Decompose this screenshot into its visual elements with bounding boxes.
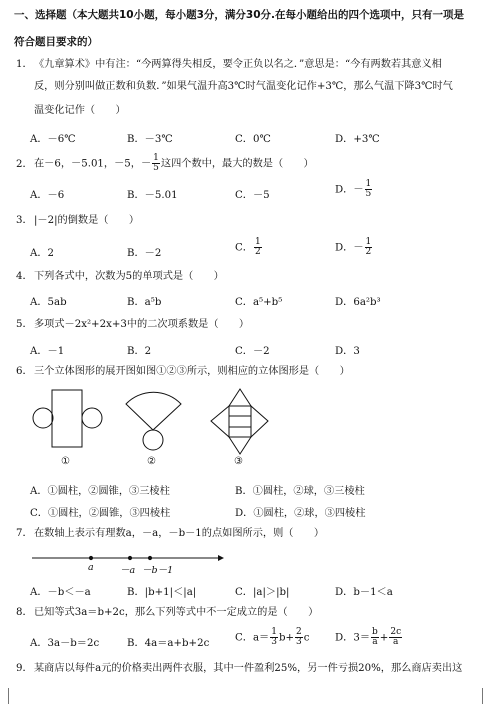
figure-labels <box>0 456 491 470</box>
option-a: A．－b＜－a <box>30 587 91 598</box>
option-d: D．①圆柱，②球，③四棱柱 <box>235 508 366 519</box>
question-4-options <box>30 293 481 309</box>
question-3-options <box>30 237 481 260</box>
question-1-options <box>30 130 481 146</box>
prism-net <box>211 389 268 454</box>
number-line-labels <box>0 562 491 576</box>
question-text: 《九章算术》中有注：“今两算得失相反，要令正负以名之．”意思是：“今有两数若其意义相 <box>34 59 442 70</box>
option-c: C．a⁵+b⁵ <box>235 297 283 308</box>
question-number: 8． <box>16 607 33 618</box>
question-5-options <box>30 342 481 358</box>
option-d: D．－ $\frac{1}{5}$ <box>335 179 372 199</box>
option-a: A．3a－b＝2c <box>30 638 100 649</box>
option-c: C．a＝ $\frac{1}{3}$ b+ $\frac{2}{3}$ c <box>235 627 310 647</box>
question-text: 在数轴上表示有理数a，－a，－b－1的点如图所示，则（ ） <box>34 528 325 539</box>
question-1-line-3: 温变化记作（ ） <box>34 105 126 116</box>
question-text: 多项式－2x²+2x+3中的二次项系数是（ ） <box>34 319 250 330</box>
figure-label-2: ② <box>147 456 156 467</box>
option-d: D．6a²b³ <box>335 297 381 308</box>
question-number: 3． <box>16 215 33 226</box>
option-c: C．－5 <box>235 190 270 201</box>
figure-label-3: ③ <box>234 456 243 467</box>
question-text: |－2|的倒数是（ ） <box>34 215 140 226</box>
question-7-stem <box>16 527 477 541</box>
option-b: B．2 <box>127 346 152 357</box>
option-b: B．①圆柱，②球，③三棱柱 <box>235 486 365 497</box>
option-c: C． $\frac{1}{2}$ <box>235 237 261 257</box>
option-a: A．5ab <box>30 297 67 308</box>
question-1-line-2: 反，则分别叫做正数和负数．”如果气温升高3℃时气温变化记作+3℃，那么气温下降3℃时气 <box>34 81 453 92</box>
question-8-stem <box>16 606 477 620</box>
question-number: 5． <box>16 319 33 330</box>
option-b: B．4a＝a+b+2c <box>127 638 210 649</box>
option-b: B．－2 <box>127 248 162 259</box>
axis-label-neg-a: －a <box>120 565 136 576</box>
question-6-options-row-1 <box>30 482 481 498</box>
question-text: 某商店以每件a元的价格卖出两件衣服，其中一件盈利25%，另一件亏损20%，那么商店卖出这 <box>34 663 463 674</box>
question-number: 9． <box>16 663 33 674</box>
fraction: $\frac{1}{5}$ <box>153 153 159 173</box>
option-a: A．－6 <box>30 190 65 201</box>
option-c: C．－2 <box>235 346 270 357</box>
question-2-stem <box>16 154 477 173</box>
question-5-stem <box>16 318 477 332</box>
cylinder-net <box>33 390 102 447</box>
option-c: C．①圆柱，②圆锥，③四棱柱 <box>30 508 171 519</box>
option-a: A．－6℃ <box>30 134 76 145</box>
question-2-options <box>30 179 481 202</box>
question-number: 7． <box>16 528 33 539</box>
option-c: C．|a|＞|b| <box>235 587 290 598</box>
question-9-stem <box>16 662 477 676</box>
question-text: 下列各式中，次数为5的单项式是（ ） <box>34 271 224 282</box>
option-b: B．a⁵b <box>127 297 162 308</box>
option-d: D．+3℃ <box>335 134 380 145</box>
option-c: C．0℃ <box>235 134 271 145</box>
option-d: D．3＝ $\frac{b}{a}$ + $\frac{2c}{a}$ <box>335 627 402 647</box>
question-text: 已知等式3a＝b+2c，那么下列等式中不一定成立的是（ ） <box>34 607 319 618</box>
question-6-stem <box>16 365 477 379</box>
question-text-pre: 在－6，－5.01，－5，－ <box>34 158 152 170</box>
cone-net <box>126 392 181 450</box>
corner-mark-left <box>8 688 19 704</box>
question-text-post: 这四个数中，最大的数是（ ） <box>160 158 314 170</box>
figure-label-1: ① <box>61 456 70 467</box>
question-number: 2． <box>16 158 33 170</box>
option-a: A．2 <box>30 248 55 259</box>
option-d: D．3 <box>335 346 360 357</box>
option-b: B．|b+1|＜|a| <box>127 587 197 598</box>
question-number: 6． <box>16 366 33 377</box>
question-number: 1． <box>16 59 33 70</box>
question-8-options <box>30 627 481 650</box>
option-b: B．－3℃ <box>127 134 173 145</box>
question-text: 三个立体图形的展开图如图①②③所示，则相应的立体图形是（ ） <box>34 366 350 377</box>
question-4-stem <box>16 270 477 284</box>
option-a: A．－1 <box>30 346 65 357</box>
option-d: D．b－1＜a <box>335 587 393 598</box>
question-3-stem <box>16 214 477 228</box>
question-number: 4． <box>16 271 33 282</box>
section-heading: 一、选择题（本大题共10小题，每小题3分，满分30分.在每小题给出的四个选项中，只有一项是 <box>14 9 465 21</box>
corner-mark-right <box>472 688 483 704</box>
axis-label-a: a <box>88 562 94 573</box>
option-d: D．－ $\frac{1}{2}$ <box>335 237 372 257</box>
question-6-options-row-2 <box>30 504 481 520</box>
option-b: B．－5.01 <box>127 190 178 201</box>
section-heading-continued: 符合题目要求的） <box>14 36 98 48</box>
option-a: A．①圆柱，②圆锥，③三棱柱 <box>30 486 170 497</box>
question-1-line-1 <box>16 58 477 72</box>
axis-label-neg-b-minus-1: －b－1 <box>142 565 174 576</box>
question-7-options <box>30 583 481 599</box>
number-line <box>32 555 224 561</box>
